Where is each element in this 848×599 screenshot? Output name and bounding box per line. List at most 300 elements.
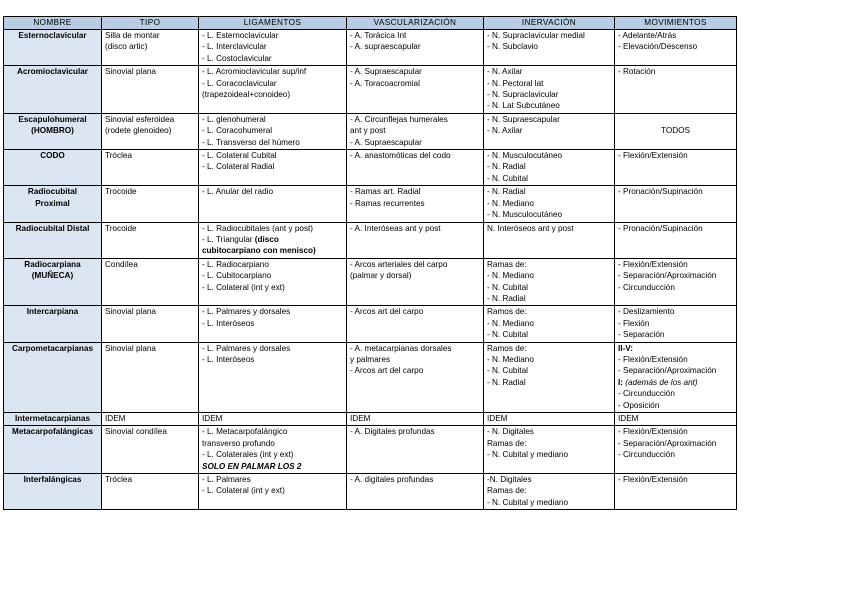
cell-text: - N. Digitales <box>487 427 534 437</box>
cell-text: - N. Mediano <box>487 354 534 364</box>
cell-text: - N. Supraclavicular <box>487 90 559 100</box>
cell-ligamentos <box>199 150 347 186</box>
table-row <box>4 66 737 114</box>
joint-name-line: (MUÑECA) <box>31 271 74 281</box>
cell-line <box>487 426 611 437</box>
cell-text: Ramas de: <box>487 259 527 269</box>
cell-line <box>618 438 733 449</box>
joint-name-line: (HOMBRO) <box>31 126 74 136</box>
cell-text: - L. Colateral (int y ext) <box>202 486 285 496</box>
cell-vascularizacion <box>347 426 484 474</box>
cell-text: - N. Cubital y mediano <box>487 497 568 507</box>
cell-text: - Pronación/Supinación <box>618 223 703 233</box>
cell-ligamentos <box>199 66 347 114</box>
cell-line <box>487 66 611 77</box>
cell-line <box>618 354 733 365</box>
cell-movimientos <box>615 150 737 186</box>
header-inervacion: INERVACIÓN <box>484 17 615 30</box>
cell-text: Tróclea <box>105 151 132 161</box>
cell-line <box>487 30 611 41</box>
cell-text: - Arcos art del carpo <box>350 366 424 376</box>
cell-inervacion <box>484 306 615 342</box>
cell-text: transverso profundo <box>202 438 275 448</box>
cell-inervacion <box>484 186 615 222</box>
cell-text: y palmares <box>350 354 391 364</box>
cell-line <box>618 259 733 270</box>
cell-line <box>202 426 343 437</box>
joint-name-line: Esternoclavicular <box>18 31 87 40</box>
cell-text: - A. Torácica Int <box>350 31 407 40</box>
cell-tipo <box>102 306 199 342</box>
cell-line <box>618 223 733 234</box>
cell-inervacion <box>484 222 615 258</box>
cell-line <box>618 449 733 460</box>
cell-tipo <box>102 413 199 426</box>
cell-line <box>202 41 343 52</box>
cell-text: - L. Interóseos <box>202 318 255 328</box>
cell-line <box>487 438 611 449</box>
cell-line <box>105 186 195 197</box>
cell-line <box>105 41 195 52</box>
cell-line <box>487 114 611 125</box>
cell-movimientos <box>615 342 737 412</box>
cell-vascularizacion <box>347 66 484 114</box>
cell-text: IDEM <box>618 414 639 423</box>
cell-line <box>105 125 195 136</box>
cell-line <box>487 41 611 52</box>
cell-text: - N. Lat Subcutáneo <box>487 101 560 111</box>
cell-text: - L. Colateral Radial <box>202 162 275 172</box>
cell-line <box>202 161 343 172</box>
cell-tipo <box>102 186 199 222</box>
cell-line <box>487 100 611 111</box>
cell-text: N. Interóseos ant y post <box>487 223 574 233</box>
table-row <box>4 258 737 306</box>
cell-text: - Ramas recurrentes <box>350 198 425 208</box>
cell-text: Sinovial plana <box>105 343 156 353</box>
cell-line <box>350 474 480 485</box>
cell-line <box>487 78 611 89</box>
cell-nombre <box>4 258 102 306</box>
cell-line <box>105 223 195 234</box>
cell-movimientos <box>615 66 737 114</box>
cell-text: - Flexión/Extensión <box>618 427 688 437</box>
cell-text: - L. Radiocubitales (ant y post) <box>202 223 314 233</box>
cell-line <box>618 30 733 41</box>
joint-name-line: Interfalángicas <box>23 475 82 485</box>
table-row <box>4 306 737 342</box>
cell-line <box>487 161 611 172</box>
cell-text: - N. Cubital y mediano <box>487 450 568 460</box>
cell-tipo <box>102 30 199 66</box>
cell-line <box>618 306 733 317</box>
cell-line <box>487 343 611 354</box>
cell-line <box>487 89 611 100</box>
cell-line <box>487 150 611 161</box>
cell-vascularizacion <box>347 150 484 186</box>
cell-text: - L. Metacarpofalángico <box>202 427 288 437</box>
cell-line <box>487 497 611 508</box>
cell-line <box>202 66 343 77</box>
cell-line <box>487 293 611 304</box>
cell-nombre <box>4 113 102 149</box>
cell-line <box>202 270 343 281</box>
cell-text: - L. Interclavicular <box>202 42 267 52</box>
cell-text: - Arcos arteriales del carpo <box>350 259 448 269</box>
cell-text: - L. Triangular <box>202 234 253 244</box>
cell-ligamentos <box>199 222 347 258</box>
cell-ligamentos <box>199 30 347 66</box>
cell-text: IDEM <box>105 414 126 423</box>
cell-line <box>202 449 343 460</box>
cell-line <box>487 125 611 136</box>
cell-text: - N. Radial <box>487 377 526 387</box>
cell-nombre <box>4 186 102 222</box>
cell-text: - A. digitales profundas <box>350 475 434 485</box>
cell-line <box>618 343 733 354</box>
joint-name-line: Radiocubital Distal <box>15 223 90 233</box>
cell-line <box>202 78 343 89</box>
cell-line <box>487 306 611 317</box>
cell-text: - Circunducción <box>618 282 675 292</box>
cell-line <box>350 198 480 209</box>
cell-text: - A. Circunflejas humerales <box>350 114 448 124</box>
cell-line <box>105 306 195 317</box>
cell-nombre <box>4 426 102 474</box>
cell-text: - L. Costoclavicular <box>202 53 272 63</box>
cell-ligamentos <box>199 186 347 222</box>
cell-text: - L. Radiocarpiano <box>202 259 269 269</box>
cell-vascularizacion <box>347 413 484 426</box>
cell-text: - L. Palmares y dorsales <box>202 307 291 317</box>
cell-line <box>618 125 733 136</box>
cell-line <box>350 150 480 161</box>
cell-text: Ramas de: <box>487 486 527 496</box>
cell-line <box>202 306 343 317</box>
cell-line <box>105 30 195 41</box>
cell-text: - Separación/Aproximación <box>618 366 717 376</box>
cell-line <box>618 329 733 340</box>
joint-name-line: Metacarpofalángicas <box>12 427 93 437</box>
cell-line <box>350 365 480 376</box>
cell-text: - Flexión <box>618 318 650 328</box>
cell-text: - N. Cubital <box>487 282 528 292</box>
cell-line <box>618 41 733 52</box>
cell-bold-text: (disco <box>254 234 279 244</box>
cell-vascularizacion <box>347 306 484 342</box>
cell-text: - Separación <box>618 330 665 340</box>
cell-movimientos <box>615 30 737 66</box>
cell-text: - L. Colaterales (int y ext) <box>202 450 294 460</box>
cell-text: - N. Cubital <box>487 366 528 376</box>
cell-ligamentos <box>199 258 347 306</box>
header-ligamentos: LIGAMENTOS <box>199 17 347 30</box>
header-movimientos: MOVIMIENTOS <box>615 17 737 30</box>
cell-bold-text: I: <box>618 377 626 387</box>
cell-inervacion <box>484 66 615 114</box>
cell-line <box>105 426 195 437</box>
cell-line <box>487 282 611 293</box>
cell-movimientos <box>615 222 737 258</box>
cell-line <box>487 318 611 329</box>
cell-line <box>350 125 480 136</box>
cell-tipo <box>102 222 199 258</box>
cell-text: - N. Cubital <box>487 330 528 340</box>
cell-text: - A. Toracoacromial <box>350 78 420 88</box>
cell-bold-italic-text: SOLO EN PALMAR LOS 2 <box>202 461 302 471</box>
cell-line <box>202 245 343 256</box>
cell-text: - N. Cubital <box>487 173 528 183</box>
table-body <box>4 30 737 510</box>
cell-text: TODOS <box>661 126 690 136</box>
cell-line <box>202 223 343 234</box>
cell-ligamentos <box>199 426 347 474</box>
cell-tipo <box>102 66 199 114</box>
cell-text: - A. Interóseas ant y post <box>350 223 441 233</box>
cell-line <box>487 449 611 460</box>
cell-bold-text: cubitocarpiano con menisco) <box>202 246 316 256</box>
cell-text: - A. metacarpianas dorsales <box>350 343 452 353</box>
cell-tipo <box>102 258 199 306</box>
cell-text: IDEM <box>350 414 371 423</box>
table-row <box>4 222 737 258</box>
cell-line <box>202 234 343 245</box>
joint-name-line: Escapulohumeral <box>18 114 87 124</box>
table-row <box>4 413 737 426</box>
table-row <box>4 342 737 412</box>
cell-line <box>618 318 733 329</box>
cell-text: - Rotación <box>618 67 656 77</box>
cell-line <box>350 354 480 365</box>
cell-line <box>202 137 343 148</box>
cell-text: - L. Interóseos <box>202 354 255 364</box>
cell-line <box>487 365 611 376</box>
cell-text: IDEM <box>487 414 508 423</box>
cell-text: - L. Esternoclavicular <box>202 31 279 40</box>
cell-line <box>487 377 611 388</box>
cell-movimientos <box>615 258 737 306</box>
cell-line <box>618 377 733 388</box>
cell-line <box>202 30 343 41</box>
cell-text: - N. Axilar <box>487 67 523 77</box>
joint-name-line: Acromioclavicular <box>17 67 88 77</box>
cell-line <box>618 66 733 77</box>
cell-inervacion <box>484 30 615 66</box>
cell-vascularizacion <box>347 186 484 222</box>
cell-text: - N. Musculocutáneo <box>487 210 563 220</box>
cell-text: - N. Mediano <box>487 271 534 281</box>
cell-tipo <box>102 150 199 186</box>
cell-inervacion <box>484 113 615 149</box>
cell-movimientos <box>615 474 737 510</box>
cell-text: - Adelante/Atrás <box>618 31 677 40</box>
cell-line <box>202 474 343 485</box>
cell-inervacion <box>484 342 615 412</box>
joints-table <box>3 16 737 510</box>
cell-ligamentos <box>199 306 347 342</box>
cell-line <box>487 413 611 424</box>
cell-text: - N. Axilar <box>487 126 523 136</box>
cell-nombre <box>4 413 102 426</box>
cell-line <box>618 474 733 485</box>
cell-line <box>202 461 343 472</box>
table-row <box>4 186 737 222</box>
cell-vascularizacion <box>347 113 484 149</box>
cell-line <box>618 270 733 281</box>
cell-line <box>202 114 343 125</box>
cell-line <box>202 438 343 449</box>
table-row <box>4 113 737 149</box>
joint-name-line: Intercarpiana <box>26 307 79 317</box>
cell-line <box>487 198 611 209</box>
cell-text: Sinovial plana <box>105 307 156 317</box>
cell-inervacion <box>484 413 615 426</box>
cell-nombre <box>4 306 102 342</box>
joint-name-line: Radiocarpiana <box>24 259 81 269</box>
cell-inervacion <box>484 150 615 186</box>
cell-line <box>202 150 343 161</box>
cell-line <box>202 354 343 365</box>
cell-text: - Arcos art del carpo <box>350 307 424 317</box>
cell-text: - N. Supraclavicular medial <box>487 31 585 40</box>
cell-nombre <box>4 30 102 66</box>
joint-name-line: Intermetacarpianas <box>14 414 91 423</box>
cell-text: - Circunducción <box>618 450 675 460</box>
cell-text: - N. Radial <box>487 187 526 197</box>
cell-text: - Circunducción <box>618 389 675 399</box>
cell-text: - N. Radial <box>487 293 526 303</box>
cell-text: - N. Mediano <box>487 198 534 208</box>
joint-name-line: Radiocubital <box>27 187 78 197</box>
cell-line <box>202 343 343 354</box>
cell-text: - N. Mediano <box>487 318 534 328</box>
cell-tipo <box>102 474 199 510</box>
cell-text: - A. Digitales profundas <box>350 427 435 437</box>
cell-ligamentos <box>199 113 347 149</box>
cell-line <box>105 66 195 77</box>
table-row <box>4 426 737 474</box>
cell-line <box>618 388 733 399</box>
cell-movimientos <box>615 113 737 149</box>
cell-text: Trocoide <box>105 187 137 197</box>
cell-line <box>105 474 195 485</box>
cell-text: (palmar y dorsal) <box>350 271 412 281</box>
cell-line <box>350 223 480 234</box>
cell-text: Sinovial condílea <box>105 427 167 437</box>
cell-line <box>202 318 343 329</box>
cell-text: Trocoide <box>105 223 137 233</box>
cell-line <box>618 413 733 424</box>
cell-inervacion <box>484 426 615 474</box>
cell-text: ant y post <box>350 126 386 136</box>
cell-text: - Separación/Aproximación <box>618 438 717 448</box>
cell-tipo <box>102 426 199 474</box>
joint-name-line: Carpometacarpianas <box>12 343 93 353</box>
cell-text: Tróclea <box>105 475 132 485</box>
cell-vascularizacion <box>347 222 484 258</box>
cell-line <box>202 125 343 136</box>
cell-vascularizacion <box>347 342 484 412</box>
cell-line <box>105 259 195 270</box>
cell-line <box>487 173 611 184</box>
cell-text: - L. Palmares y dorsales <box>202 343 291 353</box>
cell-text: - L. Coracoclavicular <box>202 78 277 88</box>
cell-line <box>618 400 733 411</box>
cell-text: - Deslizamiento <box>618 307 675 317</box>
cell-vascularizacion <box>347 474 484 510</box>
cell-line <box>487 186 611 197</box>
cell-text: - Pronación/Supinación <box>618 187 703 197</box>
cell-text: - Flexión/Extensión <box>618 354 688 364</box>
cell-vascularizacion <box>347 258 484 306</box>
cell-movimientos <box>615 413 737 426</box>
cell-text: Condílea <box>105 259 138 269</box>
cell-inervacion <box>484 258 615 306</box>
cell-text: - A. Supraescapular <box>350 137 422 147</box>
header-row <box>4 17 737 30</box>
cell-italic-text: (además de los ant) <box>625 377 698 387</box>
cell-tipo <box>102 342 199 412</box>
cell-line <box>202 53 343 64</box>
cell-line <box>350 41 480 52</box>
joint-name-line: CODO <box>40 151 65 161</box>
cell-text: - L. Coracohumeral <box>202 126 273 136</box>
cell-line <box>202 282 343 293</box>
cell-text: - L. glenohumeral <box>202 114 266 124</box>
cell-line <box>350 30 480 41</box>
cell-nombre <box>4 150 102 186</box>
cell-nombre <box>4 342 102 412</box>
cell-line <box>487 270 611 281</box>
cell-line <box>202 413 343 424</box>
cell-line <box>350 259 480 270</box>
cell-line <box>487 354 611 365</box>
joints-table-container <box>3 16 736 510</box>
cell-line <box>350 114 480 125</box>
cell-text: IDEM <box>202 414 223 423</box>
cell-text: - N. Subclavio <box>487 42 538 52</box>
cell-text: - Flexión/Extensión <box>618 259 688 269</box>
cell-text: - L. Colateral Cubital <box>202 151 277 161</box>
cell-line <box>350 306 480 317</box>
cell-ligamentos <box>199 413 347 426</box>
cell-bold-text: II-V: <box>618 343 634 353</box>
cell-line <box>350 186 480 197</box>
cell-text: - Elevación/Descenso <box>618 42 698 52</box>
header-nombre: NOMBRE <box>4 17 102 30</box>
cell-line <box>618 426 733 437</box>
cell-text: - N. Musculocutáneo <box>487 151 563 161</box>
cell-line <box>618 282 733 293</box>
cell-line <box>487 329 611 340</box>
cell-line <box>350 78 480 89</box>
cell-text: - N. Pectoral lat <box>487 78 544 88</box>
cell-text: - Oposición <box>618 400 660 410</box>
cell-nombre <box>4 222 102 258</box>
cell-line <box>202 485 343 496</box>
cell-vascularizacion <box>347 30 484 66</box>
cell-text: - A. anastomóticas del codo <box>350 151 451 161</box>
cell-line <box>350 343 480 354</box>
cell-line <box>487 259 611 270</box>
cell-line <box>350 413 480 424</box>
cell-line <box>487 485 611 496</box>
header-vascularizacion: VASCULARIZACIÓN <box>347 17 484 30</box>
cell-text: - A. Supraescapular <box>350 67 422 77</box>
cell-text: -N. Digitales <box>487 475 532 485</box>
cell-text: - L. Colateral (int y ext) <box>202 282 285 292</box>
cell-text: - N. Supraescapular <box>487 114 560 124</box>
